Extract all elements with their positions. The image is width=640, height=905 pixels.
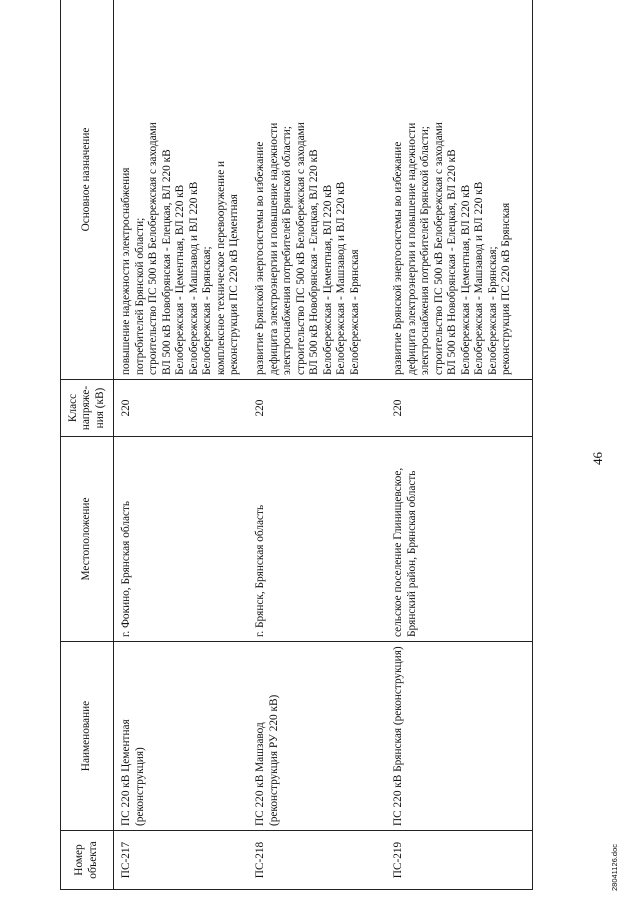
purpose-line: Белобережская - Цементная, ВЛ 220 кВ bbox=[174, 184, 187, 375]
purpose-line: строительство ПС 500 кВ Белобережская с заходами bbox=[294, 122, 307, 375]
object-location: г. Брянск, Брянская область bbox=[248, 437, 386, 642]
table-row bbox=[248, 0, 386, 890]
purpose-line: электроснабжения потребителей Брянской области; bbox=[281, 126, 294, 375]
object-name: ПС 220 кВ Машзавод (реконструкция РУ 220 кВ) bbox=[248, 642, 386, 831]
header-name: Наименование bbox=[61, 642, 114, 831]
page-number: 46 bbox=[590, 452, 605, 465]
object-location: г. Фокино, Брянская область bbox=[114, 437, 249, 642]
purpose-line: Белобережская - Брянская; bbox=[201, 246, 214, 375]
header-object-number: Номер объекта bbox=[61, 831, 114, 890]
purpose-line: развитие Брянской энергосистемы во избежание bbox=[254, 141, 266, 375]
purpose-line: дефицита электроэнергии и повышение надежности bbox=[267, 122, 280, 375]
header-voltage-class: Класс напряже-ния (кВ) bbox=[61, 380, 114, 437]
header-row bbox=[61, 0, 114, 890]
purpose-line: Белобережская - Брянская; bbox=[486, 246, 499, 375]
purpose-line: Белобережская - Цементная, ВЛ 220 кВ bbox=[321, 184, 334, 375]
file-name-footer: 28041126.doc bbox=[610, 844, 619, 891]
table-header bbox=[61, 0, 114, 890]
object-number: ПС-217 bbox=[114, 831, 249, 890]
object-voltage: 220 bbox=[248, 380, 386, 437]
header-purpose: Основное назначение bbox=[61, 0, 114, 380]
table-row bbox=[386, 0, 533, 890]
purpose-line: электроснабжения потребителей Брянской области; bbox=[419, 126, 432, 375]
purpose-line: повышение надежности электроснабжения bbox=[120, 167, 132, 375]
objects-table bbox=[60, 0, 533, 890]
object-number: ПС-218 bbox=[248, 831, 386, 890]
purpose-line: Белобережская - Брянская bbox=[348, 249, 361, 375]
object-purpose bbox=[248, 0, 386, 380]
purpose-line: комплексное техническое перевооружение и bbox=[214, 160, 227, 375]
purpose-line: строительство ПС 500 кВ Белобережская с заходами bbox=[147, 122, 160, 375]
purpose-line: Белобережская - Машзавод и ВЛ 220 кВ bbox=[187, 181, 200, 375]
purpose-line: Белобережская - Машзавод и ВЛ 220 кВ bbox=[335, 181, 348, 375]
purpose-line: дефицита электроэнергии и повышение надежности bbox=[405, 122, 418, 375]
object-name: ПС 220 кВ Цементная (реконструкция) bbox=[114, 642, 249, 831]
purpose-line: ВЛ 500 кВ Новобрянская - Елецкая, ВЛ 220 кВ bbox=[160, 149, 173, 375]
purpose-line: Белобережская - Цементная, ВЛ 220 кВ bbox=[459, 184, 472, 375]
purpose-line: реконструкция ПС 220 кВ Цементная bbox=[228, 194, 241, 375]
purpose-line: Белобережская - Машзавод и ВЛ 220 кВ bbox=[473, 181, 486, 375]
purpose-line: строительство ПС 500 кВ Белобережская с заходами bbox=[432, 122, 445, 375]
object-location: сельское поселение Глинищевское, Брянский район, Брянская область bbox=[386, 437, 533, 642]
table-row bbox=[114, 0, 249, 890]
purpose-line: ВЛ 500 кВ Новобрянская - Елецкая, ВЛ 220 кВ bbox=[308, 149, 321, 375]
object-purpose bbox=[114, 0, 249, 380]
object-voltage: 220 bbox=[114, 380, 249, 437]
purpose-line: развитие Брянской энергосистемы во избежание bbox=[392, 141, 404, 375]
purpose-line: реконструкция ПС 220 кВ Брянская bbox=[500, 202, 513, 375]
object-name: ПС 220 кВ Брянская (реконструкция) bbox=[386, 642, 533, 831]
purpose-line: потребителей Брянской области; bbox=[133, 217, 146, 375]
object-number: ПС-219 bbox=[386, 831, 533, 890]
object-purpose bbox=[386, 0, 533, 380]
header-location: Местоположение bbox=[61, 437, 114, 642]
purpose-line: ВЛ 500 кВ Новобрянская - Елецкая, ВЛ 220 кВ bbox=[446, 149, 459, 375]
object-voltage: 220 bbox=[386, 380, 533, 437]
